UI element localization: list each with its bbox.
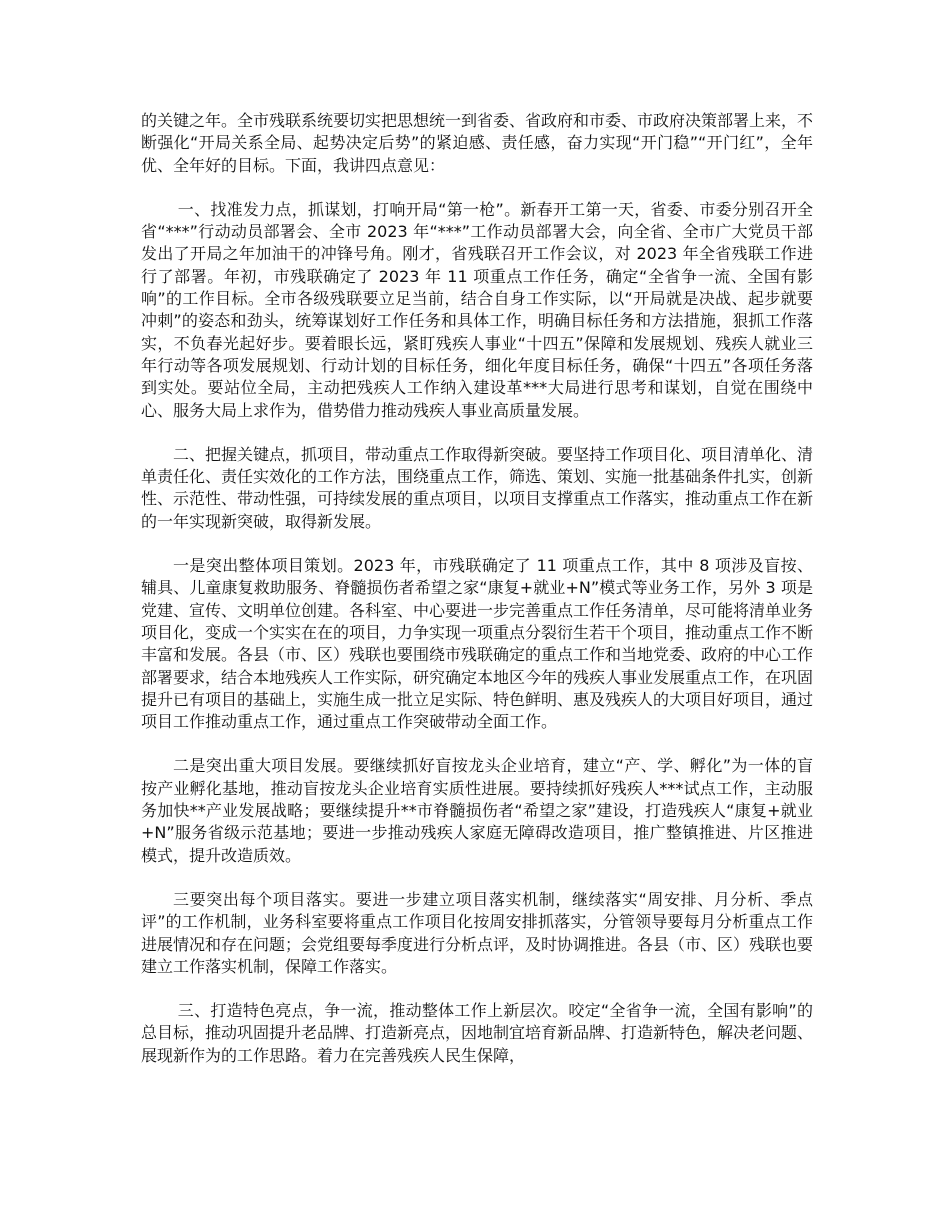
paragraph-opening: 的关键之年。全市残联系统要切实把思想统一到省委、省政府和市委、市政府决策部署上来，不断强化“开局关系全局、起势决定后势”的紧迫感、责任感，奋力实现“开门稳”“开门红”，全年优、全年好的目标。下面，我讲四点意见： — [141, 111, 814, 175]
paragraph-item-two: 二是突出重大项目发展。要继续抓好盲按龙头企业培育，建立“产、学、孵化”为一体的盲按产业孵化基地，推动盲按龙头企业培育实质性进展。要持续抓好残疾人***试点工作，主动服务加快**产业发展战略；要继续提升**市脊髓损伤者“希望之家”建设，打造残疾人“康复+就业+N”服务省级示范基地；要进一步推动残疾人家庭无障碍改造项目，推广整镇推进、片区推进模式，提升改造质效。 — [141, 756, 813, 865]
paragraph-item-three: 三要突出每个项目落实。要进一步建立项目落实机制，继续落实“周安排、月分析、季点评”的工作机制，业务科室要将重点工作项目化按周安排抓落实，分管领导要每月分析重点工作进展情况和存在问题；会党组要每季度进行分析点评，及时协调推进。各县（市、区）残联也要建立工作落实机制，保障工作落实。 — [141, 889, 814, 976]
document-body — [141, 110, 813, 1089]
paragraph-item-one: 一是突出整体项目策划。2023 年，市残联确定了 11 项重点工作，其中 8 项涉及盲按、辅具、儿童康复救助服务、脊髓损伤者希望之家“康复+就业+N”模式等业务工作，另外 3 项是党建、宣传、文明单位创建。各科室、中心要进一步完善重点工作任务清单，尽可能将清单业务项目化，变成一个实实在在的项目，力争实现一项重点分裂衍生若干个项目，推动重点工作不断丰富和发展。各县（市、区）残联也要围绕市残联确定的重点工作和当地党委、政府的中心工作部署要求，结合本地残疾人工作实际，研究确定本地区今年的残疾人事业发展重点工作，在巩固提升已有项目的基础上，实施生成一批立足实际、特色鲜明、惠及残疾人的大项目好项目，通过项目工作推动重点工作，通过重点工作突破带动全面工作。 — [141, 556, 814, 732]
paragraph-section-one: 一、找准发力点，抓谋划，打响开局“第一枪”。新春开工第一天，省委、市委分别召开全省“***”行动动员部署会、全市 2023 年“***”工作动员部署大会，向全省、全市广大党员干部发出了开局之年加油干的冲锋号角。刚才，省残联召开工作会议，对 2023 年全省残联工作进行了部署。年初，市残联确定了 2023 年 11 项重点工作任务，确定“全省争一流、全国有影响”的工作目标。全市各级残联要立足当前，结合自身工作实际，以“开局就是决战、起步就要冲刺”的姿态和劲头，统筹谋划好工作任务和具体工作，明确目标任务和方法措施，狠抓工作落实，不负春光起好步。要着眼长远，紧盯残疾人事业“十四五”保障和发展规划、残疾人就业三年行动等各项发展规划、行动计划的目标任务，细化年度目标任务，确保“十四五”各项任务落到实处。要站位全局，主动把残疾人工作纳入建设革***大局进行思考和谋划，自觉在围绕中心、服务大局上求作为，借势借力推动残疾人事业高质量发展。 — [141, 199, 813, 420]
paragraph-section-three: 三、打造特色亮点，争一流，推动整体工作上新层次。咬定“全省争一流，全国有影响”的总目标，推动巩固提升老品牌、打造新亮点，因地制宜培育新品牌、打造新特色，解决老问题、展现新作为的工作思路。着力在完善残疾人民生保障， — [141, 1001, 814, 1065]
paragraph-section-two: 二、把握关键点，抓项目，带动重点工作取得新突破。要坚持工作项目化、项目清单化、清单责任化、责任实效化的工作方法，围绕重点工作，筛选、策划、实施一批基础条件扎实，创新性、示范性、带动性强，可持续发展的重点项目，以项目支撑重点工作落实，推动重点工作在新的一年实现新突破，取得新发展。 — [141, 444, 814, 531]
